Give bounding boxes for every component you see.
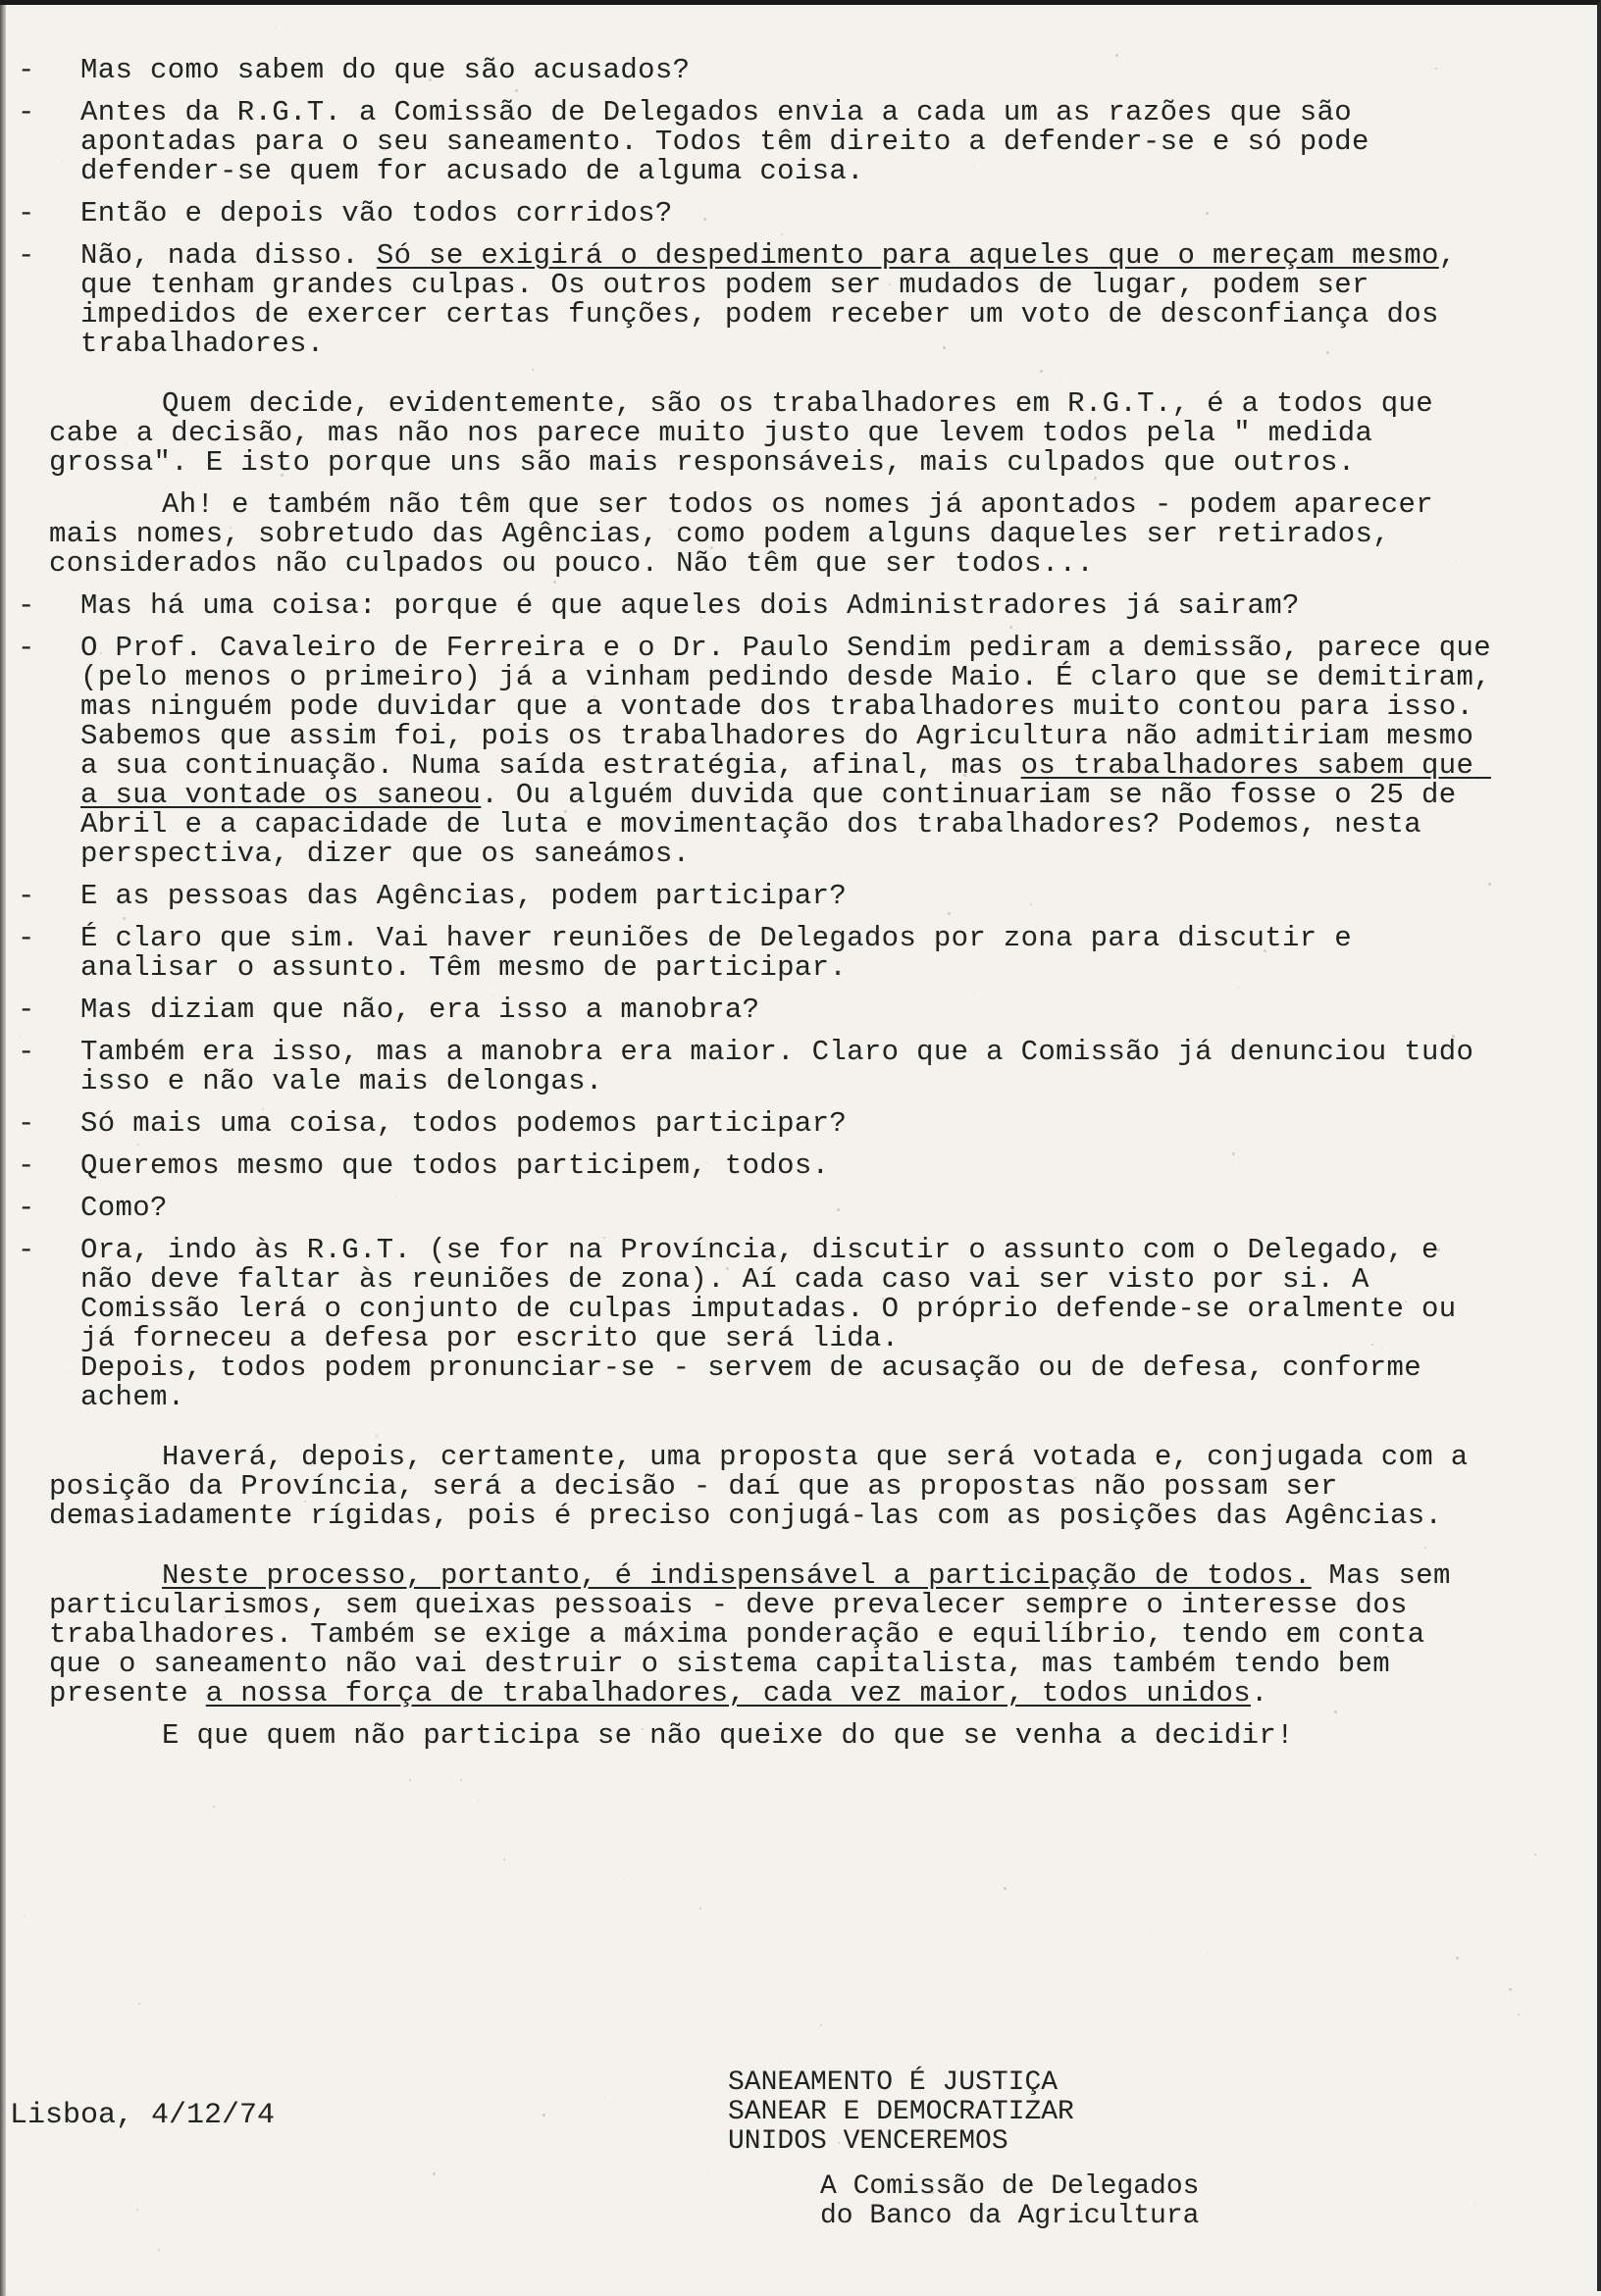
toner-speck: [1361, 265, 1363, 267]
toner-speck: [532, 369, 534, 371]
toner-speck: [247, 763, 248, 764]
toner-speck: [1009, 626, 1012, 629]
toner-speck: [943, 346, 946, 349]
toner-speck: [979, 247, 980, 248]
toner-speck: [379, 1669, 381, 1671]
toner-speck: [180, 1043, 182, 1046]
document-body: [18, 54, 1509, 1763]
prose-paragraph: [49, 1721, 1491, 1751]
toner-speck: [774, 1054, 775, 1055]
toner-speck: [1115, 54, 1118, 57]
toner-speck: [566, 208, 567, 209]
toner-speck: [1509, 1988, 1512, 1991]
underlined-text: os trabalhadores sabem que a sua vontade os saneou: [80, 749, 1491, 811]
toner-speck: [1334, 1710, 1337, 1713]
toner-speck: [774, 420, 776, 422]
toner-speck: [1115, 1591, 1116, 1592]
toner-speck: [707, 2170, 708, 2171]
dialogue-dash: -: [18, 1234, 35, 1266]
paragraph-text: Queremos mesmo que todos participem, todos.: [80, 1149, 830, 1182]
toner-speck: [838, 971, 841, 974]
toner-speck: [642, 1728, 644, 1730]
toner-speck: [553, 581, 556, 584]
paragraph-text: É claro que sim. Vai haver reuniões de Delegados por zona para discutir e analisar o assunto. Têm mesmo de participar.: [80, 922, 1369, 984]
toner-speck: [1405, 1301, 1407, 1302]
toner-speck: [224, 1616, 226, 1618]
paragraph-text: , que tenham grandes culpas. Os outros podem ser mudados de lugar, podem ser impedidos de exercer certas funções, podem receber um voto de desconfiança dos trabalhadores.: [80, 239, 1474, 360]
paragraph-text: Também era isso, mas a manobra era maior. Claro que a Comissão já denunciou tudo isso e não vale mais delongas.: [80, 1036, 1491, 1097]
page-edge-shadow: [0, 5, 6, 2296]
toner-speck: [181, 934, 184, 937]
toner-speck: [100, 652, 102, 654]
toner-speck: [1208, 1952, 1209, 1953]
toner-speck: [454, 407, 457, 410]
toner-speck: [272, 1113, 273, 1114]
toner-speck: [1060, 379, 1061, 380]
toner-speck: [629, 1564, 630, 1565]
toner-speck: [749, 554, 751, 557]
dialogue-dash: -: [18, 96, 35, 128]
toner-speck: [126, 442, 127, 443]
dialogue-dash: -: [18, 1149, 35, 1182]
signatory-block: [820, 2172, 1199, 2231]
paragraph-text: Mas sem particularismos, sem queixas pessoais - deve prevalecer sempre o interesse dos trabalhadores. Também se exige a máxima ponderação e equilíbrio, tendo em conta que o saneamento não vai destruir o sistema capitalista, mas também tendo bem presente: [49, 1559, 1469, 1709]
toner-speck: [515, 89, 518, 92]
dialogue-dash: -: [18, 1036, 35, 1068]
paragraph-text: Não, nada disso.: [80, 239, 377, 272]
toner-speck: [889, 283, 891, 285]
toner-speck: [1381, 1348, 1382, 1349]
toner-speck: [791, 1603, 793, 1605]
toner-speck: [138, 2003, 140, 2005]
toner-speck: [703, 218, 706, 221]
toner-speck: [1371, 1344, 1373, 1346]
toner-speck: [153, 930, 155, 932]
toner-speck: [52, 1230, 53, 1231]
toner-speck: [931, 2191, 934, 2194]
slogan-line: SANEAMENTO É JUSTIÇA: [728, 2067, 1059, 2098]
slogan-line: SANEAR E DEMOCRATIZAR: [728, 2097, 1074, 2127]
toner-speck: [136, 2209, 138, 2211]
paragraph-text: E as pessoas das Agências, podem participar?: [80, 880, 848, 912]
toner-speck: [1040, 370, 1043, 373]
toner-speck: [1232, 1152, 1235, 1155]
dialogue-dash: -: [18, 589, 35, 622]
slogan-line: UNIDOS VENCEREMOS: [728, 2126, 1008, 2157]
toner-speck: [158, 2249, 160, 2251]
paragraph-text: E que quem não participa se não queixe do que se venha a decidir!: [162, 1719, 1294, 1752]
toner-speck: [963, 774, 966, 777]
dialogue-dash: -: [18, 880, 35, 912]
paragraph-text: Mas diziam que não, era isso a manobra?: [80, 994, 760, 1026]
toner-speck: [1149, 1935, 1150, 1936]
toner-speck: [521, 827, 522, 828]
paragraph-text: Só mais uma coisa, todos podemos participar?: [80, 1107, 848, 1140]
toner-speck: [624, 96, 625, 97]
dialogue-dash: -: [18, 994, 35, 1026]
toner-speck: [1116, 644, 1119, 647]
toner-speck: [1170, 320, 1171, 321]
dialogue-dash: -: [18, 1107, 35, 1140]
toner-speck: [710, 546, 713, 549]
toner-speck: [564, 810, 567, 813]
toner-speck: [973, 166, 974, 167]
paragraph-text: Haverá, depois, certamente, uma proposta que será votada e, conjugada com a posição da Província, será a decisão - daí que as propostas não possam ser demasiadamente rígidas, pois é preciso conjugá-las com as posições das Agências.: [49, 1441, 1486, 1532]
toner-speck: [213, 1806, 215, 1808]
toner-speck: [726, 1267, 729, 1270]
toner-speck: [592, 1073, 593, 1074]
dialogue-paragraph: [18, 96, 1491, 187]
toner-speck: [699, 1908, 701, 1910]
dialogue-paragraph: [18, 922, 1491, 984]
toner-speck: [503, 1859, 505, 1861]
toner-speck: [816, 103, 819, 106]
toner-speck: [1424, 1547, 1426, 1549]
toner-speck: [837, 1208, 840, 1211]
paragraph-text: Então e depois vão todos corridos?: [80, 197, 673, 230]
dialogue-dash: -: [18, 239, 35, 272]
dialogue-paragraph: [18, 589, 1491, 622]
toner-speck: [781, 233, 783, 235]
dialogue-dash: -: [18, 632, 35, 664]
toner-speck: [760, 955, 761, 956]
dialogue-paragraph: [18, 632, 1509, 870]
dialogue-paragraph: [18, 1107, 1491, 1140]
toner-speck: [433, 2172, 436, 2175]
toner-speck: [507, 73, 509, 75]
toner-speck: [1446, 1415, 1447, 1416]
toner-speck: [62, 160, 63, 161]
toner-speck: [669, 1260, 670, 1261]
dialogue-paragraph: [18, 994, 1491, 1026]
toner-speck: [1518, 2014, 1520, 2015]
toner-speck: [1455, 560, 1456, 561]
toner-speck: [1166, 710, 1167, 711]
toner-speck: [1413, 1510, 1414, 1511]
toner-speck: [706, 1161, 707, 1162]
toner-speck: [409, 1779, 411, 1781]
paragraph-text: Mas como sabem do que são acusados?: [80, 54, 691, 86]
toner-speck: [973, 994, 974, 995]
toner-speck: [20, 1036, 21, 1037]
paragraph-text: Antes da R.G.T. a Comissão de Delegados envia a cada um as razões que são apontadas para o seu saneamento. Todos têm direito a defender-se e só pode defender-se quem for acusado de alguma coisa.: [80, 96, 1387, 187]
toner-speck: [1387, 1646, 1389, 1648]
signatory-line: do Banco da Agricultura: [820, 2201, 1200, 2231]
toner-speck: [281, 474, 284, 477]
dialogue-dash: -: [18, 197, 35, 230]
dialogue-paragraph: [18, 1234, 1491, 1413]
toner-speck: [123, 917, 126, 920]
dialogue-dash: -: [18, 922, 35, 954]
toner-speck: [573, 1686, 576, 1689]
toner-speck: [1437, 1249, 1440, 1251]
toner-speck: [1030, 903, 1032, 905]
toner-speck: [669, 529, 671, 531]
place-and-date: Lisboa, 4/12/74: [10, 2099, 276, 2132]
dialogue-paragraph: [18, 880, 1491, 912]
toner-speck: [208, 755, 209, 756]
toner-speck: [1206, 212, 1209, 215]
toner-speck: [275, 26, 276, 27]
prose-paragraph: [49, 1443, 1491, 1531]
toner-speck: [1326, 351, 1329, 354]
toner-speck: [706, 1258, 708, 1260]
underlined-text: a nossa força de trabalhadores, cada vez maior, todos unidos: [205, 1677, 1251, 1709]
toner-speck: [395, 1197, 396, 1198]
paragraph-text: Quem decide, evidentemente, são os trabalhadores em R.G.T., é a todos que cabe a decisão, mas não nos parece muito justo que levem todos pela " medida grossa". E isto porque uns são mais responsáveis, mais culpados que outros.: [49, 387, 1451, 479]
toner-speck: [820, 2024, 822, 2026]
toner-speck: [542, 2114, 545, 2117]
toner-speck: [1452, 1035, 1455, 1038]
toner-speck: [1435, 68, 1437, 70]
toner-speck: [230, 527, 232, 529]
toner-speck: [304, 1501, 306, 1503]
dialogue-paragraph: [18, 239, 1491, 360]
toner-speck: [1367, 540, 1369, 542]
dialogue-paragraph: [18, 1036, 1491, 1097]
toner-speck: [262, 1108, 264, 1110]
toner-speck: [98, 814, 99, 815]
slogans-block: [728, 2068, 1074, 2157]
toner-speck: [1474, 2203, 1475, 2204]
paragraph-text: Ah! e também não têm que ser todos os nomes já apontados - podem aparecer mais nomes, sobretudo das Agências, como podem alguns daqueles ser retirados, considerados não culpados ou pouco. Não têm que ser todos...: [49, 488, 1451, 580]
toner-speck: [643, 1169, 644, 1170]
dialogue-paragraph: [18, 1192, 1491, 1224]
toner-speck: [615, 220, 617, 222]
toner-speck: [353, 1341, 355, 1343]
toner-speck: [604, 2096, 605, 2097]
toner-speck: [492, 995, 493, 996]
toner-speck: [700, 617, 702, 619]
toner-speck: [345, 325, 346, 326]
toner-speck: [281, 108, 284, 111]
toner-speck: [460, 1779, 462, 1781]
paragraph-text: Como?: [80, 1192, 168, 1224]
toner-speck: [159, 131, 161, 133]
toner-speck: [838, 2142, 840, 2144]
toner-speck: [1264, 949, 1266, 952]
toner-speck: [1456, 1957, 1459, 1960]
paragraph-text: Mas há uma coisa: porque é que aqueles dois Administradores já sairam?: [80, 589, 1300, 622]
toner-speck: [948, 912, 951, 915]
toner-speck: [566, 744, 567, 745]
toner-speck: [523, 1008, 526, 1011]
toner-speck: [1488, 883, 1491, 886]
prose-paragraph: [49, 1561, 1491, 1709]
dialogue-paragraph: [18, 197, 1491, 230]
toner-speck: [65, 1372, 66, 1373]
toner-speck: [1534, 1854, 1536, 1856]
toner-speck: [624, 1879, 625, 1880]
toner-speck: [137, 1144, 139, 1146]
paragraph-text: O Prof. Cavaleiro de Ferreira e o Dr. Paulo Sendim pediram a demissão, parece que (pelo menos o primeiro) já a vinham pedindo desde Maio. É claro que se demitiram, mas ninguém pode duvidar que a vontade dos trabalhadores muito contou para isso. Sabemos que assim foi, pois os trabalhadores do Agricultura não admitiriam mesmo a sua continuação. Numa saída estratégia, afinal, mas: [80, 632, 1509, 782]
paragraph-text: . Ou alguém duvida que continuariam se não fosse o 25 de Abril e a capacidade de luta e movimentação dos trabalhadores? Podemos, nesta perspectiva, dizer que os saneámos.: [80, 779, 1474, 870]
toner-speck: [376, 1435, 378, 1437]
toner-speck: [1004, 1887, 1007, 1890]
dialogue-dash: -: [18, 54, 35, 86]
toner-speck: [856, 142, 858, 144]
toner-speck: [1094, 477, 1097, 480]
toner-speck: [1011, 1269, 1014, 1272]
prose-paragraph: [49, 490, 1491, 579]
toner-speck: [528, 253, 529, 254]
dialogue-paragraph: [18, 1149, 1491, 1182]
toner-speck: [1074, 1477, 1076, 1479]
toner-speck: [1191, 1038, 1192, 1039]
toner-speck: [594, 695, 595, 697]
toner-speck: [577, 1340, 578, 1341]
underlined-text: Só se exigirá o despedimento para aqueles que o mereçam mesmo: [376, 239, 1439, 272]
toner-speck: [1238, 988, 1239, 989]
dialogue-paragraph: [18, 54, 1491, 86]
prose-paragraph: [49, 389, 1491, 478]
toner-speck: [882, 1298, 884, 1300]
toner-speck: [119, 823, 121, 825]
dialogue-dash: -: [18, 1192, 35, 1224]
toner-speck: [603, 1237, 605, 1239]
toner-speck: [417, 1140, 418, 1141]
toner-speck: [24, 1914, 25, 1915]
toner-speck: [478, 1800, 479, 1801]
underlined-text: Neste processo, portanto, é indispensável a participação de todos.: [162, 1559, 1312, 1592]
signatory-line: A Comissão de Delegados: [820, 2171, 1200, 2202]
toner-speck: [295, 797, 298, 800]
paragraph-text: Ora, indo às R.G.T. (se for na Província, discutir o assunto com o Delegado, e não deve faltar às reuniões de zona). Aí cada caso vai ser visto por si. A Comissão lerá o conjunto de culpas imputadas. O próprio defende-se oralmente ou já forneceu a defesa por escrito que será lida. Depois, todos podem pronunciar-se - servem de acusação ou de defesa, conforme achem.: [80, 1234, 1457, 1413]
paragraph-text: .: [1250, 1677, 1268, 1709]
toner-speck: [429, 78, 432, 81]
